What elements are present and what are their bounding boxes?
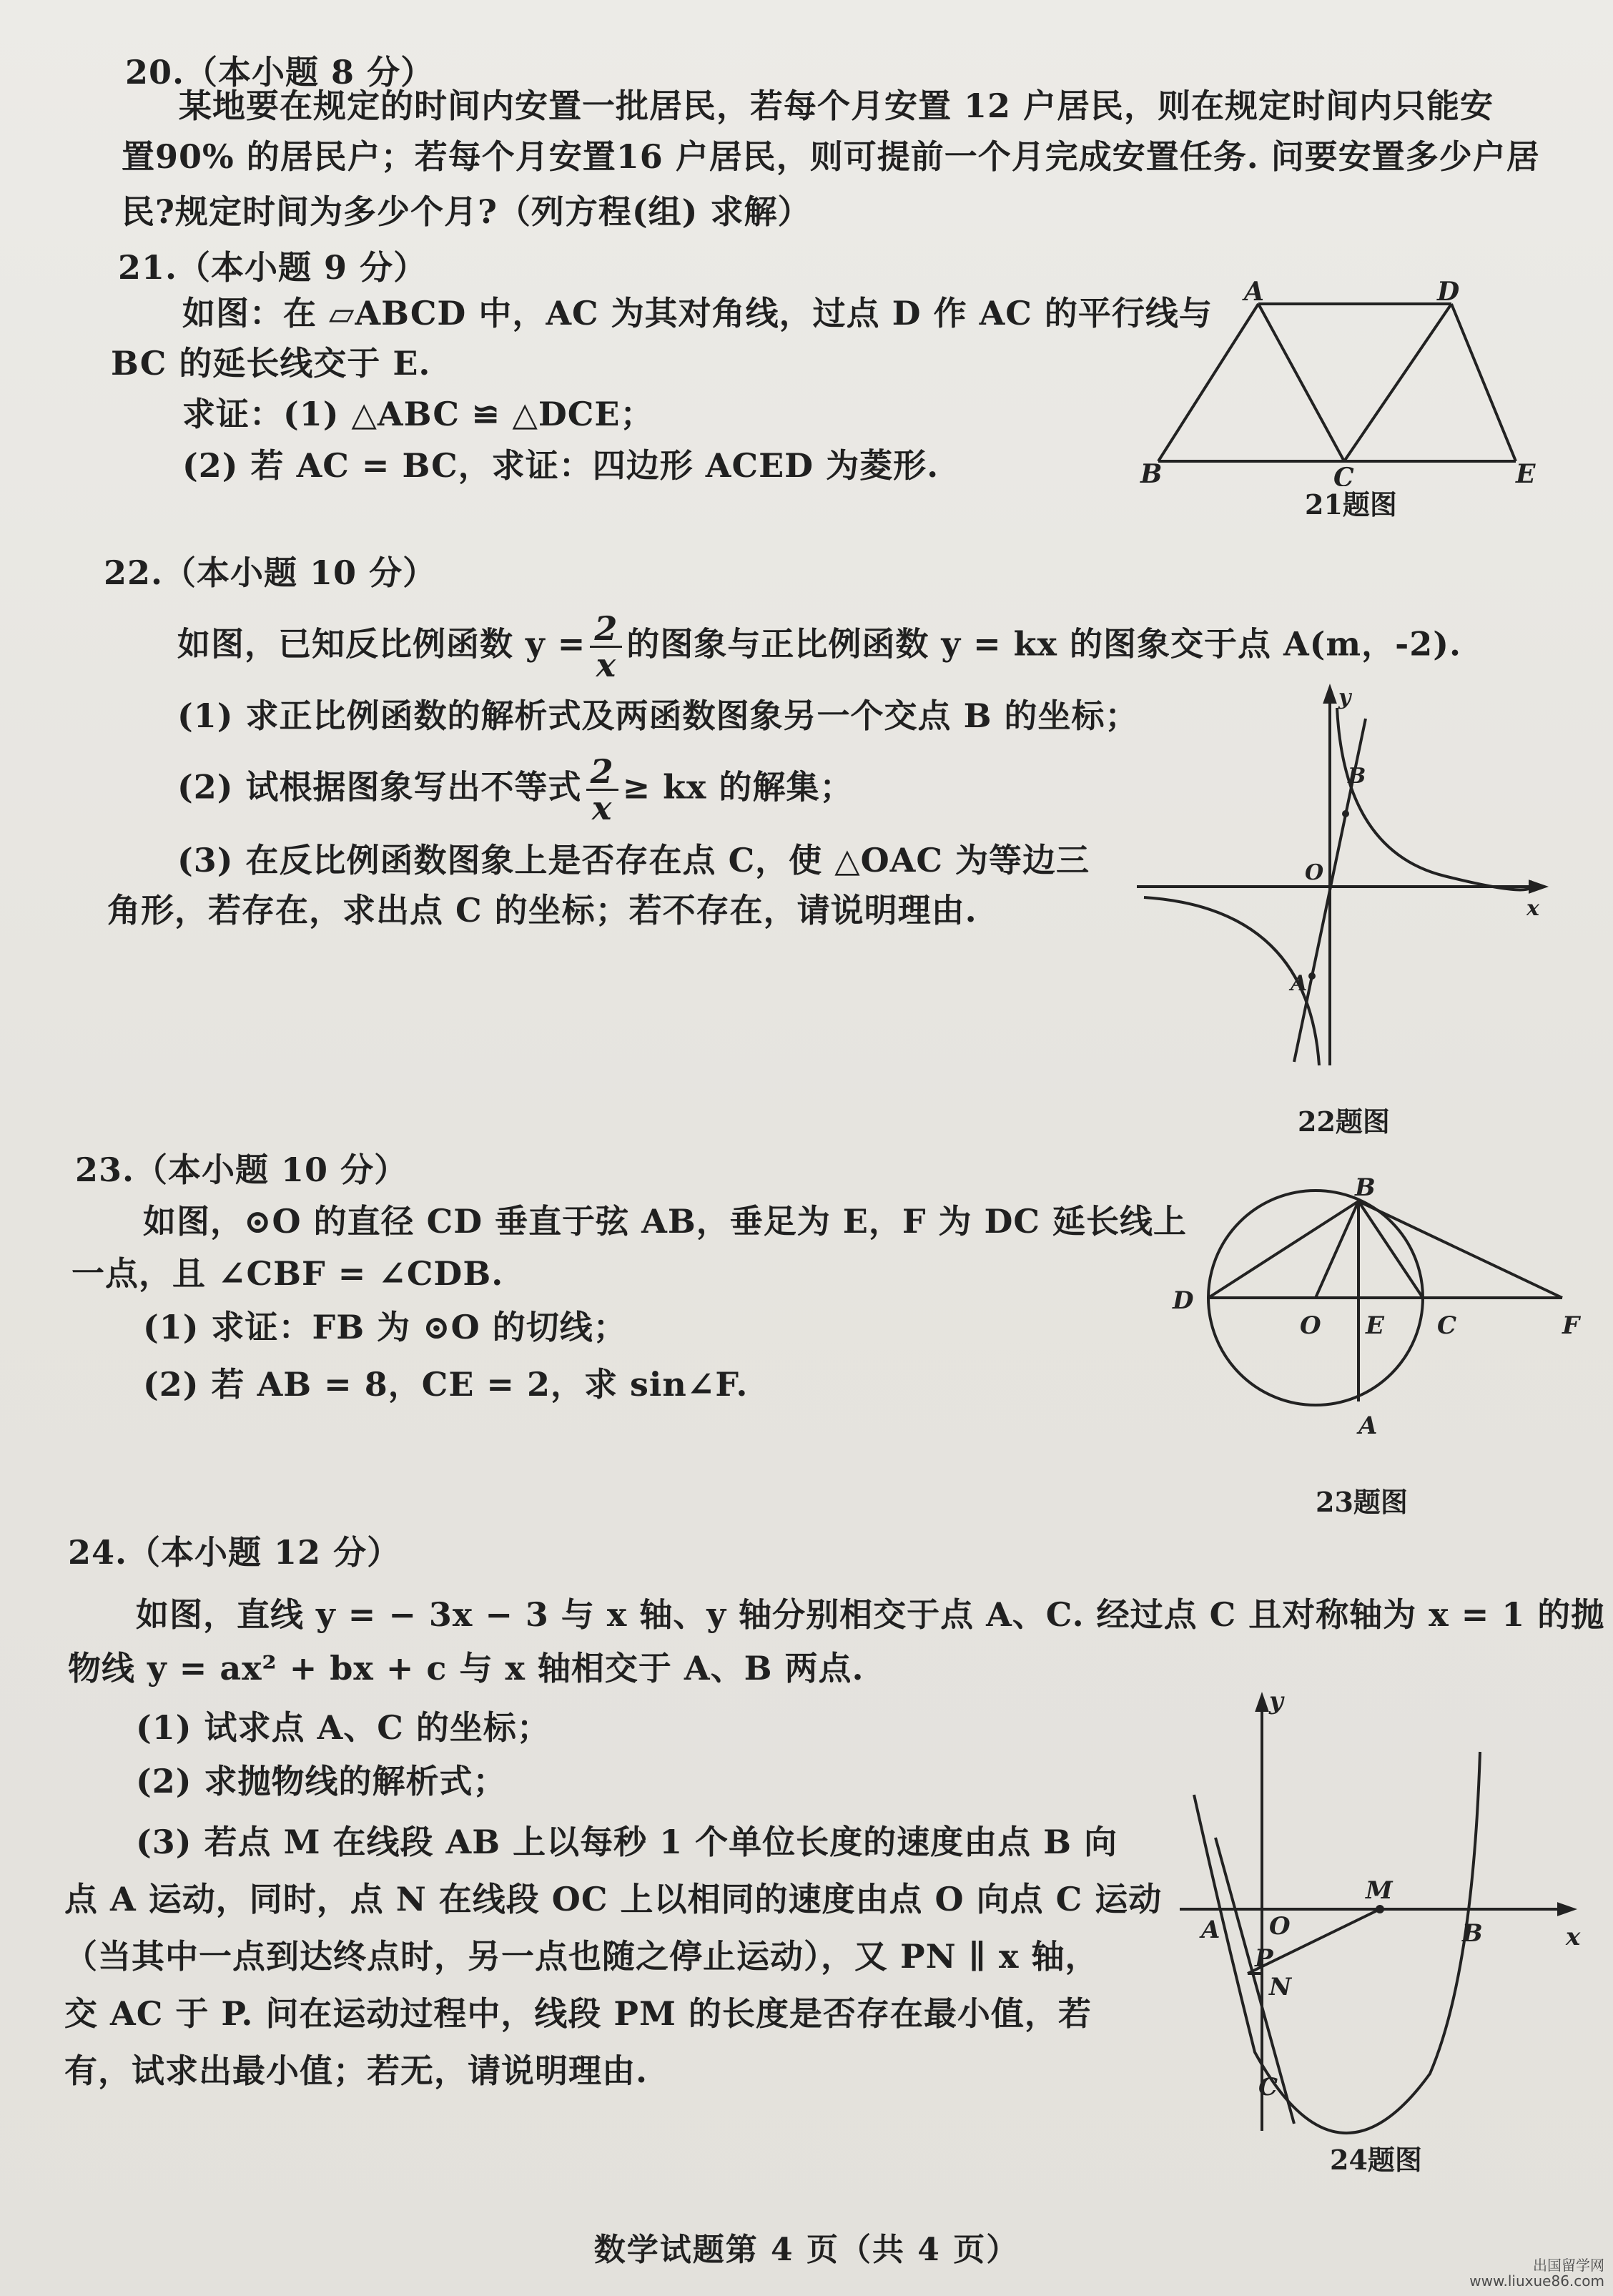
q24-label-C: C [1258, 2073, 1278, 2102]
q24-point-M [1376, 1905, 1384, 1913]
q21-figure [1137, 272, 1566, 486]
q22-heading: 22.（本小题 10 分） [104, 553, 437, 592]
q24-label-O: O [1269, 1912, 1291, 1941]
q24-figure [1173, 1687, 1602, 2145]
q23-text-line-2: 一点，且 ∠CBF = ∠CDB. [71, 1254, 504, 1293]
q21-segment-AC [1258, 304, 1344, 461]
q21-caption: 21题图 [1305, 488, 1397, 521]
q22-text-line-1 [177, 611, 1461, 682]
q22-label-A: A [1291, 971, 1308, 996]
q24-x-axis-arrow [1559, 1904, 1573, 1914]
q22-label-x: x [1526, 896, 1539, 921]
q22-frac2-numerator: 2 [586, 754, 618, 791]
q24-label-y: y [1269, 1687, 1283, 1715]
q24-text-line-4: (2) 求抛物线的解析式； [136, 1762, 507, 1800]
q21-label-E: E [1516, 459, 1536, 486]
q21-segment-DE [1451, 304, 1516, 461]
q22-line-3-part-a: (2) 试根据图象写出不等式 [177, 767, 582, 807]
q22-label-O: O [1305, 860, 1324, 885]
q23-text-line-3: (1) 求证：FB 为 ⊙O 的切线； [143, 1308, 627, 1346]
q21-label-C: C [1333, 463, 1354, 486]
q20-text-line-2: 置90% 的居民户；若每个月安置16 户居民，则可提前一个月完成安置任务. 问要安置多少户居 [122, 137, 1540, 176]
q20-heading: 20.（本小题 8 分） [125, 53, 435, 92]
q22-frac2-denominator: x [591, 789, 613, 827]
q23-label-B: B [1355, 1173, 1376, 1202]
q24-text-line-1: 如图，直线 y = − 3x − 3 与 x 轴、y 轴分别相交于点 A、C. 经过点 C 且对称轴为 x = 1 的抛 [136, 1595, 1605, 1634]
page-footer: 数学试题第 4 页（共 4 页） [593, 2232, 1020, 2268]
q24-label-M: M [1366, 1876, 1393, 1905]
q24-text-line-5: (3) 若点 M 在线段 AB 上以每秒 1 个单位长度的速度由点 B 向 [136, 1823, 1118, 1861]
q24-label-B: B [1462, 1919, 1483, 1948]
q22-figure [1130, 679, 1559, 1080]
q23-label-C: C [1437, 1311, 1457, 1340]
q23-text-line-1: 如图，⊙O 的直径 CD 垂直于弦 AB，垂足为 E，F 为 DC 延长线上 [143, 1202, 1188, 1241]
q21-label-B: B [1140, 459, 1163, 486]
q22-text-line-4: (3) 在反比例函数图象上是否存在点 C，使 △OAC 为等边三 [177, 841, 1090, 880]
q22-line-1-part-b: 的图象与正比例函数 y = kx 的图象交于点 A(m，-2). [626, 624, 1461, 664]
q20-text-line-1: 某地要在规定的时间内安置一批居民，若每个月安置 12 户居民，则在规定时间内只能安 [179, 87, 1494, 125]
q22-fraction-1 [590, 611, 622, 682]
q22-text-line-2: (1) 求正比例函数的解析式及两函数图象另一个交点 B 的坐标； [177, 696, 1139, 735]
q23-label-F: F [1562, 1311, 1580, 1340]
q22-label-B: B [1348, 764, 1366, 789]
q23-figure [1151, 1144, 1594, 1459]
q24-text-line-8: 交 AC 于 P. 问在运动过程中，线段 PM 的长度是否存在最小值，若 [64, 1994, 1092, 2033]
q24-label-N: N [1269, 1973, 1292, 2001]
q22-point-A [1308, 972, 1316, 980]
q22-point-B [1342, 810, 1349, 817]
q24-text-line-3: (1) 试求点 A、C 的坐标； [136, 1708, 551, 1747]
q24-text-line-9: 有，试求出最小值；若无，请说明理由. [64, 2051, 648, 2090]
q22-text-line-5: 角形，若存在，求出点 C 的坐标；若不存在，请说明理由. [107, 891, 977, 930]
q21-segment-DC [1344, 304, 1451, 461]
q24-label-A: A [1201, 1916, 1220, 1944]
q21-text-line-3: 求证：(1) △ABC ≌ △DCE； [182, 395, 654, 433]
q22-label-y: y [1338, 685, 1351, 710]
q23-caption: 23题图 [1316, 1486, 1408, 1518]
q22-hyperbola-branch-q1 [1337, 708, 1532, 890]
q24-text-line-2: 物线 y = ax² + bx + c 与 x 轴相交于 A、B 两点. [68, 1649, 864, 1687]
q20-text-line-3: 民?规定时间为多少个月?（列方程(组) 求解） [122, 192, 812, 231]
q24-heading: 24.（本小题 12 分） [68, 1533, 401, 1572]
q24-parabola [1194, 1752, 1480, 2133]
q24-label-x: x [1566, 1923, 1581, 1951]
q21-text-line-1: 如图：在 ▱ABCD 中，AC 为其对角线，过点 D 作 AC 的平行线与 [182, 294, 1213, 332]
q23-heading: 23.（本小题 10 分） [75, 1151, 408, 1189]
q21-text-line-4: (2) 若 AC = BC，求证：四边形 ACED 为菱形. [182, 446, 939, 485]
q22-line-3-part-b: ≥ kx 的解集； [622, 767, 854, 807]
q22-frac1-numerator: 2 [590, 611, 622, 648]
q22-y-axis-arrow [1325, 688, 1335, 702]
q24-label-P: P [1255, 1944, 1273, 1973]
q22-caption: 22题图 [1298, 1105, 1390, 1138]
q21-label-A: A [1244, 277, 1264, 307]
q23-label-D: D [1173, 1286, 1194, 1315]
watermark [1469, 2257, 1604, 2289]
q22-fraction-2 [586, 754, 618, 825]
q22-frac1-denominator: x [596, 646, 617, 684]
q22-line-1-part-a: 如图，已知反比例函数 y = [177, 624, 586, 664]
q24-caption: 24题图 [1330, 2144, 1422, 2176]
q23-label-A: A [1358, 1411, 1378, 1440]
watermark-line-1: 出国留学网 [1533, 2257, 1604, 2274]
q24-text-line-6: 点 A 运动，同时，点 N 在线段 OC 上以相同的速度由点 O 向点 C 运动 [64, 1880, 1163, 1918]
q21-segment-AB [1158, 304, 1258, 461]
q24-y-axis-arrow [1257, 1696, 1267, 1710]
q21-heading: 21.（本小题 9 分） [118, 248, 428, 287]
q23-label-E: E [1366, 1311, 1384, 1340]
q21-text-line-2: BC 的延长线交于 E. [111, 344, 431, 383]
watermark-line-2: www.liuxue86.com [1469, 2272, 1604, 2290]
q24-text-line-7: （当其中一点到达终点时，另一点也随之停止运动），又 PN ∥ x 轴， [64, 1937, 1099, 1976]
q22-text-line-3 [177, 754, 853, 825]
q23-label-O: O [1300, 1311, 1321, 1340]
q21-label-D: D [1437, 277, 1460, 307]
q23-text-line-4: (2) 若 AB = 8，CE = 2，求 sin∠F. [143, 1365, 749, 1404]
